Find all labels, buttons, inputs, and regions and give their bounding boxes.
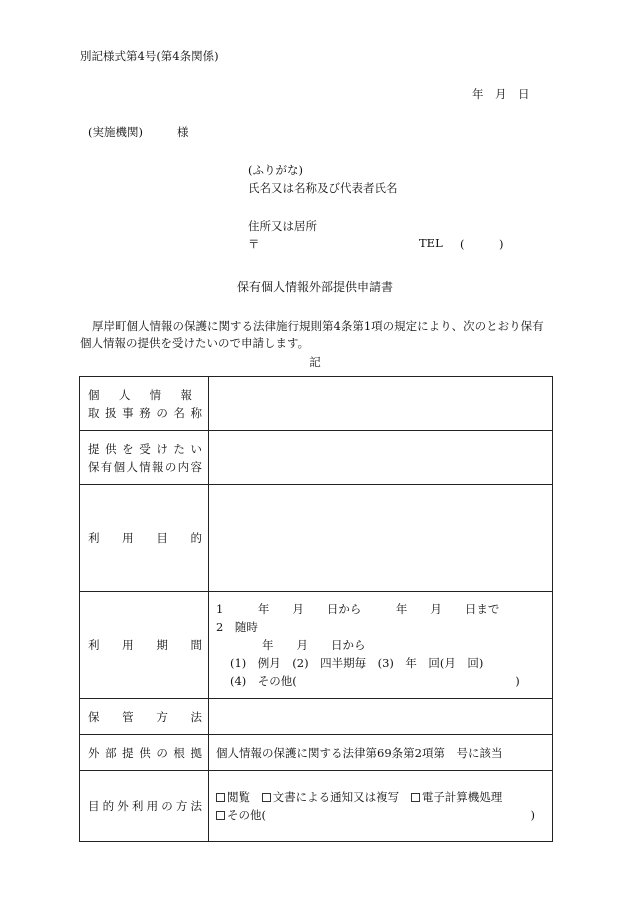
label-text: 利用目的 [88, 531, 202, 545]
option-document-label: 文書による通知又は複写 [272, 790, 400, 804]
option-other-label: その他( ) [227, 808, 535, 822]
row-label [80, 592, 209, 699]
checkbox-other[interactable] [216, 811, 225, 820]
checkbox-document[interactable] [262, 793, 271, 802]
name-label: 氏名又は名称及び代表者氏名 [248, 181, 398, 195]
tel-parentheses: ( ) [460, 237, 504, 251]
label-text: 外部提供の根拠 [88, 745, 202, 760]
table-row [80, 431, 553, 485]
legal-basis-text: 個人情報の保護に関する法律第69条第2項第 号に該当 [216, 745, 503, 760]
label-text: 保管方法 [88, 709, 202, 724]
legal-basis-cell[interactable] [209, 735, 553, 771]
body-paragraph: 厚岸町個人情報の保護に関する法律施行規則第4条第1項の規定により、次のとおり保有個人情報の提供を受けたいので申請します。 [80, 319, 544, 350]
row-label [80, 771, 209, 842]
application-table [79, 376, 553, 842]
furigana-label: (ふりがな) [248, 163, 303, 177]
row-label [80, 377, 209, 431]
addressee-org: (実施機関) [88, 125, 143, 139]
usage-method-cell [209, 771, 553, 842]
form-reference: 別記様式第4号(第4条関係) [80, 49, 219, 63]
label-text: 目的外利用の方法 [88, 799, 202, 813]
usage-period-cell[interactable] [209, 592, 553, 699]
option-browse-label: 閲覧 [227, 790, 250, 804]
period-line: 1 年 月 日から 年 月 日まで [216, 602, 500, 616]
tel-label: TEL [419, 236, 443, 250]
row-label [80, 699, 209, 735]
storage-method-field[interactable] [209, 699, 553, 735]
label-text: 利用期間 [88, 638, 202, 652]
postal-mark: 〒 [248, 237, 260, 251]
addressee [88, 124, 188, 140]
ki-heading: 記 [309, 355, 321, 369]
row-label [80, 485, 209, 592]
row-label [80, 431, 209, 485]
label-line: 提供を受けたい [88, 441, 202, 456]
addressee-suffix: 様 [176, 125, 189, 139]
period-line: 年 月 日から [216, 638, 366, 652]
date-line: 年 月 日 [472, 87, 530, 101]
period-line: (1) 例月 (2) 四半期毎 (3) 年 回(月 回) [230, 656, 484, 670]
option-computer-label: 電子計算機処理 [421, 790, 503, 804]
table-row [80, 377, 553, 431]
address-label: 住所又は居所 [248, 219, 317, 233]
document-title: 保有個人情報外部提供申請書 [236, 280, 393, 294]
label-line: 個人情報 [88, 387, 192, 402]
processing-name-field[interactable] [209, 377, 553, 431]
table-row [80, 771, 553, 842]
table-row [80, 485, 553, 592]
checkbox-browse[interactable] [216, 793, 225, 802]
table-row [80, 592, 553, 699]
table-row [80, 699, 553, 735]
table-row [80, 735, 553, 771]
purpose-field[interactable] [209, 485, 553, 592]
period-line: (4) その他( ) [230, 674, 520, 688]
checkbox-computer[interactable] [411, 793, 420, 802]
information-content-field[interactable] [209, 431, 553, 485]
label-line: 保有個人情報の内容 [88, 459, 202, 474]
row-label [80, 735, 209, 771]
period-line: 2 随時 [216, 620, 258, 634]
label-line: 取扱事務の名称 [88, 405, 202, 420]
